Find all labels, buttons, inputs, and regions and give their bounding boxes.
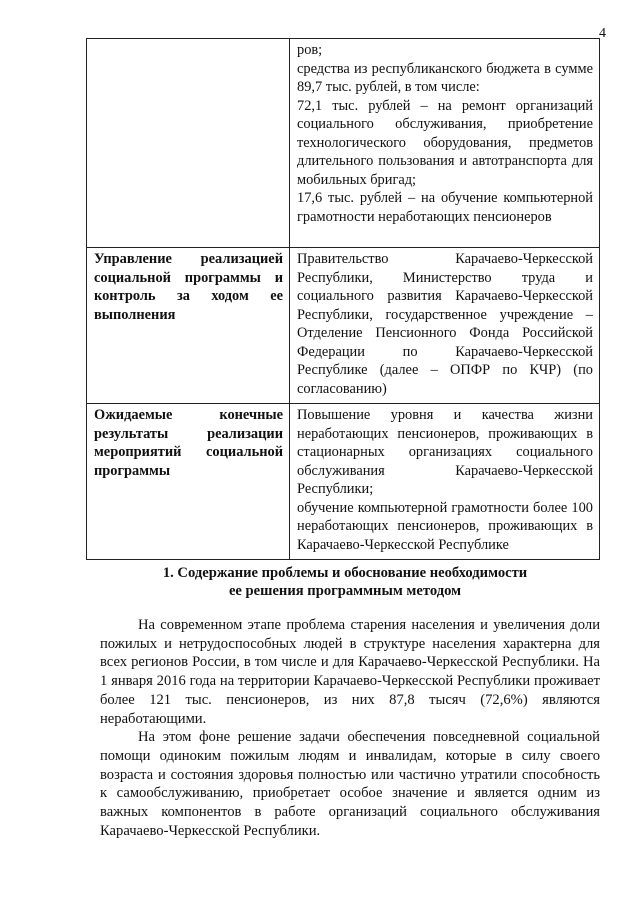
row-value-cell [290, 404, 600, 560]
section-title-line: 1. Содержание проблемы и обоснование необходимости [162, 565, 528, 581]
row-value-cell [290, 39, 600, 248]
table-row [87, 248, 600, 404]
section-body [100, 616, 600, 840]
paragraph: На этом фоне решение задачи обеспечения повседневной социальной помощи одиноким пожилым людям и инвалидам, которые в силу своего возраста и состояния здоровья полностью или частично утратили способность к самообслуживанию, приобретает особое значение и является одним из важных компонентов в работе организаций социального обслуживания Карачаево-Черкесской Республики. [100, 729, 600, 839]
paragraph: На современном этапе проблема старения населения и увеличения доли пожилых и нетрудоспособных людей в структуре населения характерна для всех регионов России, в том числе и для Карачаево-Черкесской Республики. На 1 января 2016 года на территории Карачаево-Черкесской Республики проживает более 121 тыс. пенсионеров, из них 87,8 тысяч (72,6%) являются неработающими. [100, 617, 600, 727]
table-row [87, 404, 600, 560]
table-row [87, 39, 600, 248]
program-passport-table [86, 38, 600, 560]
management-text: Правительство Карачаево-Черкесской Республики, Министерство труда и социального развития Карачаево-Черкесской Республики, государственное учреждение – Отделение Пенсионного Фонда Российской Федерации по Карачаево-Черкесской Республике (далее – ОПФР по КЧР) (по согласованию) [297, 251, 593, 397]
row-label-cell [87, 39, 290, 248]
section-title-line: ее решения программным методом [228, 583, 462, 599]
row-label-cell: Ожидаемые конечные результаты реализации мероприятий социальной программы [87, 404, 290, 560]
row-label-cell: Управление реализацией социальной программы и контроль за ходом ее выполнения [87, 248, 290, 404]
section-title [90, 564, 600, 600]
results-text: обучение компьютерной грамотности более 100 неработающих пенсионеров, проживающих в Карачаево-Черкесской Республике [297, 499, 593, 553]
financing-text: 17,6 тыс. рублей – на обучение компьютерной грамотности неработающих пенсионеров [297, 190, 593, 225]
financing-text: ров; [297, 42, 323, 58]
page-number: 4 [599, 26, 606, 41]
row-value-cell [290, 248, 600, 404]
results-text: Повышение уровня и качества жизни неработающих пенсионеров, проживающих в стационарных организациях социального обслуживания Карачаево-Черкесской Республики; [297, 407, 593, 497]
financing-text: 72,1 тыс. рублей – на ремонт организаций социального обслуживания, приобретение технологического оборудования, предметов длительного пользования и автотранспорта для мобильных бригад; [297, 97, 593, 188]
financing-text: средства из республиканского бюджета в сумме 89,7 тыс. рублей, в том числе: [297, 60, 593, 95]
